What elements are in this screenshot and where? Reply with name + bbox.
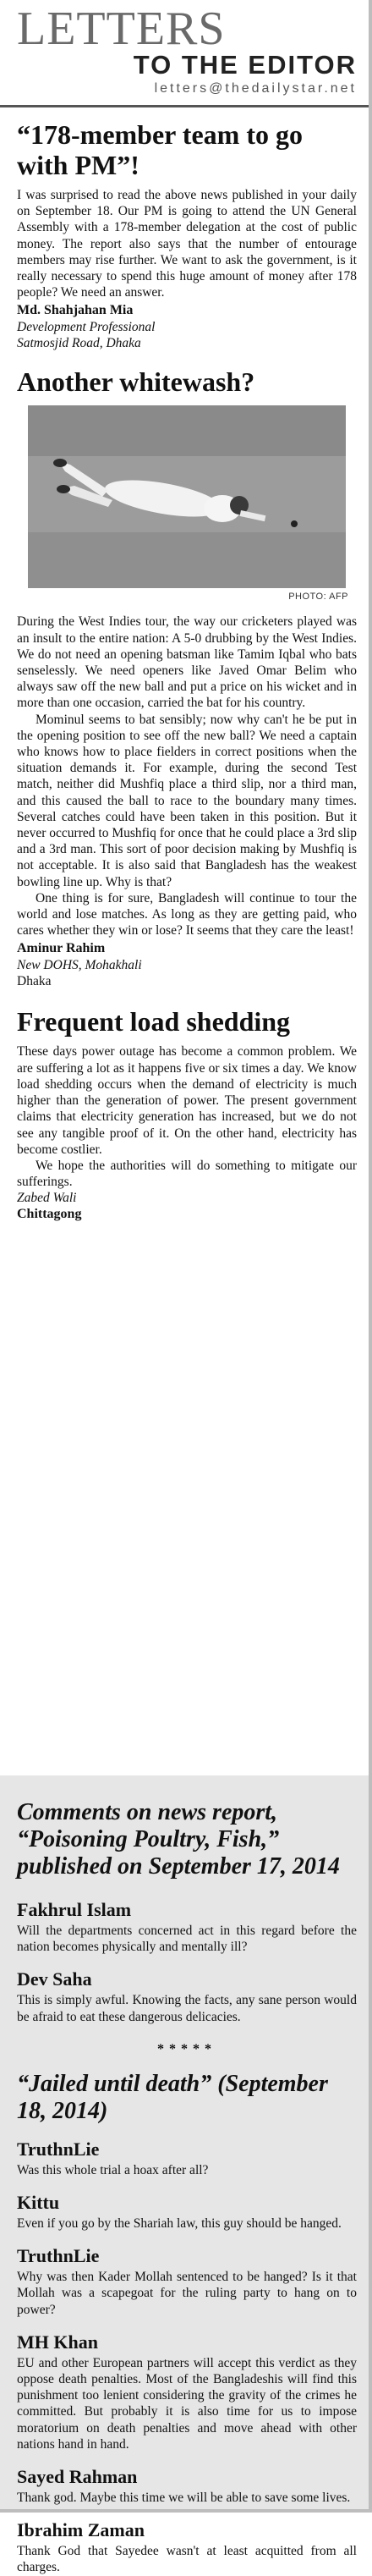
comments-heading-jailed: “Jailed until death” (September 18, 2014) [17, 2070, 328, 2124]
letter-author-location: Chittagong [17, 1207, 82, 1222]
letter-body [17, 187, 357, 300]
masthead-divider [0, 105, 369, 107]
comments-separator: ***** [157, 2041, 216, 2056]
comment-item [17, 1899, 357, 1955]
comment-item [17, 2245, 357, 2318]
comment-author: Fakhrul Islam [17, 1899, 132, 1920]
comment-item [17, 2192, 357, 2232]
letter-paragraph: During the West Indies tour, the way our cricketers played was an insult to the entire nation: A 5-0 drubbing by the West Indies. We do not need an opening batsman like Tamim Iqbal who bats senselessly. We need openers like Javed Omar Belim who always saw off the new ball and put a price on his wicket and in more than one occasion, carried the bat for his country. [17, 614, 357, 711]
comment-text: This is simply awful. Knowing the facts, any sane person would be afraid to eat these dangerous delicacies. [17, 1993, 357, 2024]
comment-item [17, 2519, 357, 2575]
letter-paragraph: Mominul seems to bat sensibly; now why can't he be put in the opening position to see off the new ball? We need a captain who knows how to place fielders in correct positions when the situation demands it. For example, during the second Test match, neither did Mushfiq place a third slip, nor a third man, and this caused the ball to race to the boundary many times. Several catches could have been taken in this position. But it never occurred to Mushfiq for once that he could place a 3rd slip and a 3rd man. This sort of poor decision making by Mushfiq is not acceptable. It is also said that Bangladesh has the weakest bowling line up. Why is that? [17, 712, 357, 889]
comment-author: Kittu [17, 2192, 60, 2214]
letter-another-whitewash [0, 366, 369, 989]
letter-body [17, 1043, 357, 1190]
comment-item [17, 1968, 357, 2024]
comment-item [17, 2466, 357, 2506]
comment-text: EU and other European partners will accept this verdict as they oppose death penalties. Most of the Bangladeshis will find this punishment too lenient considering the gravity of the crimes he committed. But probably it is also time for us to impose moratorium on death penalties and move ahead with other nations hand in hand. [17, 2355, 357, 2452]
comment-text: Thank God that Sayedee wasn't at least acquitted from all charges. [17, 2544, 357, 2575]
comment-text: Will the departments concerned act in this regard before the nation becomes physically and mentally ill? [17, 1924, 357, 1955]
masthead-subtitle: TO THE EDITOR [133, 50, 357, 80]
letter-frequent-load-shedding [0, 1006, 369, 1223]
comment-author: MH Khan [17, 2331, 98, 2353]
comment-author: TruthnLie [17, 2245, 100, 2267]
comment-author: Dev Saha [17, 1968, 92, 1990]
masthead-title: LETTERS [17, 3, 226, 55]
comment-author: TruthnLie [17, 2138, 100, 2160]
letter-author: Md. Shahjahan Mia [17, 303, 134, 318]
letter-author: Zabed Wali [17, 1191, 77, 1206]
photo-credit: PHOTO: AFP [288, 592, 348, 603]
masthead [0, 0, 369, 102]
letter-paragraph: One thing is for sure, Bangladesh will continue to tour the world and lose matches. As long as they are getting paid, who cares whether they win or lose? It seems that they care the least! [17, 890, 357, 938]
letter-paragraph: These days power outage has become a common problem. We are suffering a lot as it happens five or six times a day. We know load shedding occurs when the demand of electricity is much higher than the generation of power. The present government claims that electricity generation has increased, but we do not see any tangible proof of it. On the other hand, electricity has become costlier. [17, 1044, 357, 1157]
comment-text: Was this whole trial a hoax after all? [17, 2162, 209, 2177]
letter-title: Frequent load shedding [17, 1006, 291, 1038]
comment-text: Why was then Kader Mollah sentenced to be hanged? Is it that Mollah was a scapegoat for the ruling party to hang on to power? [17, 2270, 357, 2317]
comments-heading-poultry: Comments on news report, “Poisoning Poultry, Fish,” published on September 17, 2014 [17, 1799, 340, 1880]
letter-paragraph: I was surprised to read the above news published in your daily on September 18. Our PM is going to attend the UN General Assembly with a 178-member delegation at the cost of public money. The report also says that the number of entourage members may rise further. We want to ask the government, is it really necessary to spend this huge amount of money after 178 people? We need an answer. [17, 188, 357, 300]
letter-author-location: Satmosjid Road, Dhaka [17, 336, 141, 351]
reader-comments-section [0, 1775, 369, 2575]
letter-title: Another whitewash? [17, 366, 255, 398]
comment-text: Thank god. Maybe this time we will be able to save some lives. [17, 2491, 351, 2506]
letter-body [17, 614, 357, 938]
comment-item [17, 2331, 357, 2452]
letter-author-city: Dhaka [17, 974, 52, 989]
diving-fielder-image [28, 405, 346, 588]
cricket-photo [25, 405, 348, 602]
letter-author: Aminur Rahim [17, 941, 106, 956]
comment-author: Sayed Rahman [17, 2466, 138, 2488]
masthead-email-link[interactable]: letters@thedailystar.net [154, 81, 357, 96]
letter-author-location: New DOHS, Mohakhali [17, 958, 142, 973]
letter-title: “178-member team to go with PM”! [17, 119, 303, 180]
letter-178-member-team [0, 119, 369, 351]
comment-text: Even if you go by the Shariah law, this guy should be hanged. [17, 2216, 342, 2232]
comment-author: Ibrahim Zaman [17, 2519, 145, 2541]
letter-paragraph: We hope the authorities will do something to mitigate our sufferings. [17, 1158, 357, 1190]
letter-author-detail: Development Professional [17, 320, 156, 335]
comment-item [17, 2138, 357, 2178]
